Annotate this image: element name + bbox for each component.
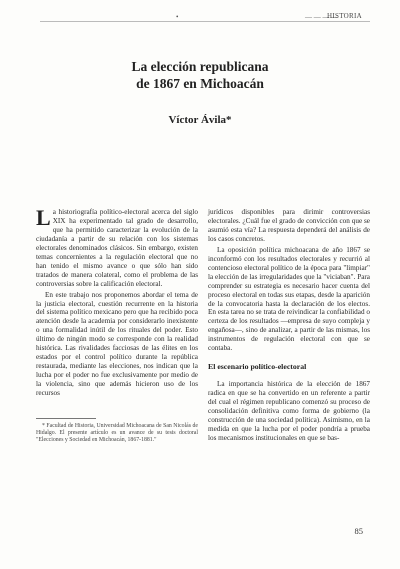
header-rule	[40, 21, 370, 22]
section-subheading: El escenario político-electoral	[208, 362, 307, 372]
author-name: Víctor Ávila*	[168, 114, 232, 126]
page-number: 85	[354, 526, 363, 536]
title-line-2: de 1867 en Michoacán	[136, 76, 264, 91]
header-mark-right: — — — —	[305, 13, 339, 21]
footnote-rule	[36, 418, 96, 419]
right-paragraph-3: La importancia histórica de la elección de 1867 radica en que se ha convertido en un referente a partir del cual el régimen republicano comenzó su proceso de consolidación definitiva como forma de gobierno (la construcción de una sociedad política). Asimismo, en la medida en que la lucha por el poder pondría a prueba los mecanismos institucionales en que se bas-	[208, 380, 370, 442]
drop-cap: L	[36, 205, 51, 230]
left-paragraph-2: En este trabajo nos proponemos abordar el tema de la justicia electoral, cuestión recurrente en la historia del sistema político mexicano pero que ha recibido poca atención desde la academia por considerarlo inexistente o una formalidad inútil de los rituales del poder. Esto último de ningún modo se corresponde con la realidad histórica. Las rivalidades facciosas de las élites en los estados por el control político durante la república restaurada, mediante las elecciones, nos indican que la lucha por el poder no fue exclusivamente por medio de la violencia, sino que además hicieron uso de los recursos	[36, 290, 198, 398]
footnote: * Facultad de Historia, Universidad Michoacana de San Nicolás de Hidalgo. El presente artículo es un avance de su tesis doctoral "Elecciones y Sociedad en Michoacán, 1867-1881."	[36, 423, 198, 444]
left-paragraph-1	[36, 205, 198, 289]
right-paragraph-2: La oposición política michoacana de año 1867 se inconformó con los resultados electorales y recurrió al contencioso electoral político de la época para "limpiar" la elección de las irregularidades que la "viciaban". Para comprender su estrategia es necesario hacer cuenta del proceso electoral en todas sus etapas, desde la aparición de la convocatoria hasta la declaración de los electos. En esta tarea no se trata de reivindicar la confiabilidad o certeza de los resultados —empresa de suyo compleja y engañosa—, sino de analizar, a partir de las mismas, los instrumentos de regulación electoral con que se contaba.	[208, 245, 370, 353]
left-column	[36, 205, 198, 444]
header-mark-left: •	[176, 13, 179, 21]
section-label: HISTORIA	[327, 12, 362, 20]
right-column	[208, 208, 370, 443]
title-line-1: La elección republicana	[131, 59, 269, 74]
left-paragraph-1-text: a historiografía político-electoral acerca del siglo XIX ha experimentado tal grado de desarrollo, que ha permitido caracterizar la evolución de la ciudadanía a partir de su relación con los sistemas electorales denominados clásicos. Sin embargo, existen temas concernientes a la regulación electoral que no han tenido el mismo avance o que sólo han sido tratados de manera colateral, como el problema de las controversias sobre la calificación electoral.	[36, 208, 198, 288]
article-title	[0, 58, 400, 92]
right-paragraph-1: jurídicos disponibles para dirimir controversias electorales. ¿Cuál fue el grado de convicción con que se asumió esta vía? La respuesta dependerá del análisis de los casos concretos.	[208, 208, 370, 243]
